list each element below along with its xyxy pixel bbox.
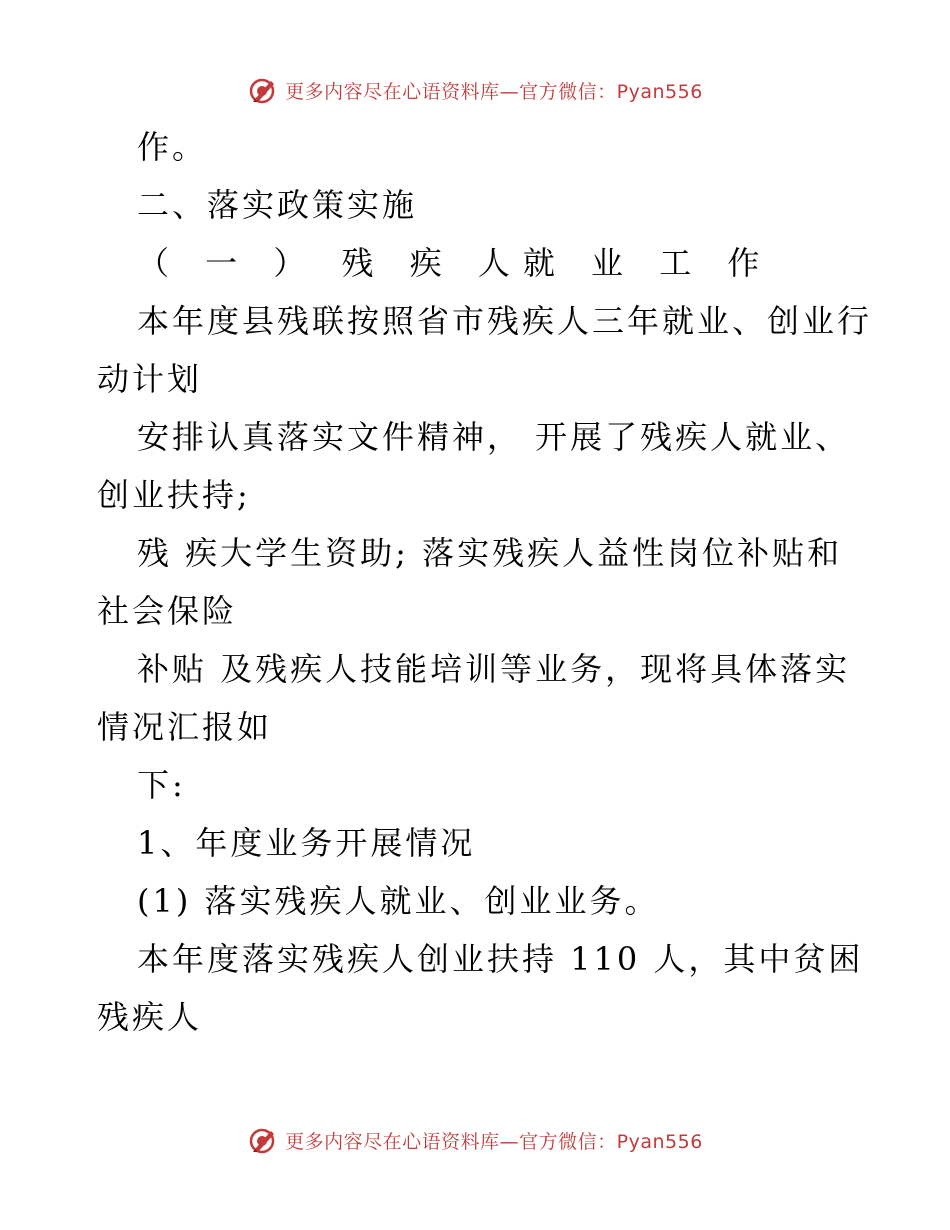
text-line: 下: — [137, 766, 186, 804]
text-line: 本年度落实残疾人创业扶持 110 人，其中贫困 — [137, 940, 864, 978]
pen-on-circle-icon — [247, 1125, 277, 1155]
subsection-heading: （ 一 ） 残 疾 人就 业 工 作 — [137, 244, 773, 282]
text-line: 安排认真落实文件精神， 开展了残疾人就业、 — [137, 418, 851, 456]
footer-watermark — [0, 1120, 950, 1160]
text-line: 社会保险 — [97, 592, 238, 630]
text-line: 动计划 — [97, 360, 203, 398]
section-heading: 二、落实政策实施 — [137, 186, 418, 224]
watermark-text: 更多内容尽在心语资料库—官方微信：Pyan556 — [285, 1130, 703, 1153]
text-line: 残 疾大学生资助; 落实残疾人益性岗位补贴和 — [137, 534, 843, 572]
text-line: 情况汇报如 — [97, 708, 273, 746]
text-line: 残疾人 — [97, 998, 203, 1036]
text-line: 补贴 及残疾人技能培训等业务，现将具体落实 — [137, 650, 851, 688]
list-heading: 1、年度业务开展情况 — [137, 824, 476, 862]
text-line: 本年度县残联按照省市残疾人三年就业、创业行 — [137, 302, 873, 340]
text-line: 创业扶持; — [97, 476, 251, 514]
watermark-text: 更多内容尽在心语资料库—官方微信：Pyan556 — [285, 80, 703, 103]
pen-on-circle-icon — [247, 75, 277, 105]
text-line: 作。 — [137, 128, 208, 166]
header-watermark — [0, 70, 950, 110]
list-subheading: (1) 落实残疾人就业、创业业务。 — [137, 882, 660, 920]
